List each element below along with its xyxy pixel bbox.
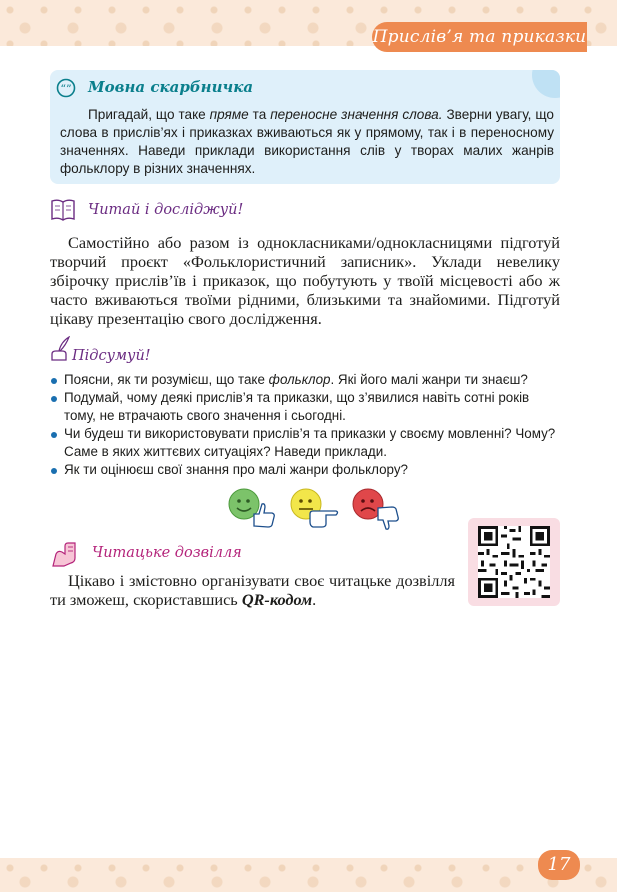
inkwell-quill-icon xyxy=(48,336,72,362)
smiley-thumbs-down-icon xyxy=(350,486,402,530)
read-explore-title: Читай і досліджуй! xyxy=(88,202,244,218)
reading-leisure-title: Читацьке дозвілля xyxy=(92,545,242,561)
language-treasury-text: Пригадай, що таке пряме та переносне значення слова. Зверни увагу, що слова в прислів’ях і приказках вживаються як у прямому, так і в переносному значеннях. Наведи приклади використання слів у творах малих жанрів фольклору в різних значеннях. xyxy=(60,107,554,176)
reading-leisure-text: Цікаво і змістовно організувати своє читацьке дозвілля ти зможеш, скориставшись QR-кодом. xyxy=(50,571,455,609)
list-item: Поясни, як ти розумієш, що таке фольклор. Які його малі жанри ти знаєш? xyxy=(50,371,562,389)
hand-with-book-icon xyxy=(50,540,80,568)
list-item: Як ти оцінюєш свої знання про малі жанри фольклору? xyxy=(50,461,562,479)
read-explore-text: Самостійно або разом із однокласниками/однокласницями підготуй творчий проєкт «Фольклористичний записник». Уклади невелику збірочку прислів’їв і приказок, що побутують у твоїй місцевості або ж часто вживаються твоїми рідними, близькими та знайомими. Підготуй цікаву презентацію свого дослідження. xyxy=(50,233,560,328)
chapter-title: Прислів’я та приказки xyxy=(372,27,587,47)
summary-questions-list xyxy=(50,371,562,479)
language-treasury-title: Мовна скарбничка xyxy=(88,78,254,96)
svg-text:“”: “” xyxy=(60,82,72,96)
smiley-thumbs-up-icon xyxy=(226,486,278,530)
chapter-header-tab xyxy=(372,22,587,52)
summary-title: Підсумуй! xyxy=(72,348,151,364)
box-corner-decoration xyxy=(532,70,560,98)
smiley-pointing-icon xyxy=(288,486,340,530)
language-treasury-box xyxy=(50,70,560,184)
list-item: Чи будеш ти використовувати прислів’я та приказки у своєму мовленні? Чому? Саме в яких життєвих ситуаціях? Наведи приклади. xyxy=(50,425,562,461)
page-number-badge xyxy=(538,850,580,880)
speech-bubble-icon xyxy=(56,78,76,98)
page-number: 17 xyxy=(547,854,571,875)
list-item: Подумай, чому деякі прислів’я та приказки, що з’явилися навіть сотні років тому, не втрачають свого значення і сьогодні. xyxy=(50,389,562,425)
bottom-ornament-band xyxy=(0,858,617,892)
open-book-icon xyxy=(50,198,76,222)
qr-code-panel xyxy=(468,518,560,606)
qr-code-image[interactable] xyxy=(478,526,550,598)
